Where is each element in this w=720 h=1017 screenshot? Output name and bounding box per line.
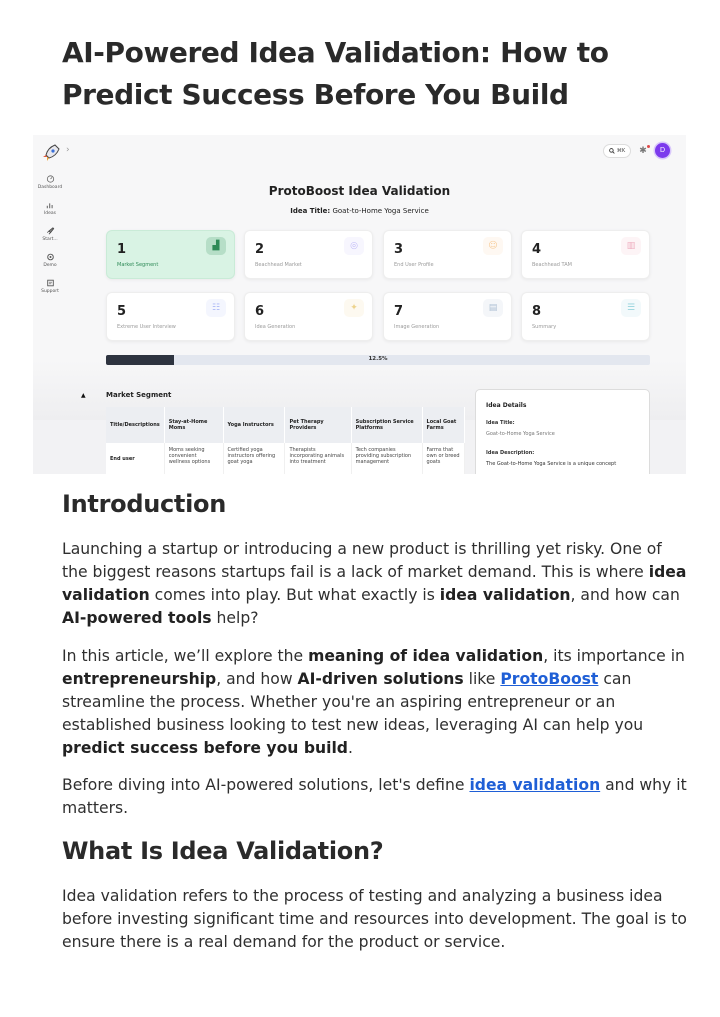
step-number: 6 (255, 304, 265, 319)
dashboard-icon (46, 175, 55, 183)
step-label: Summary (532, 324, 557, 330)
summary-icon: ☰ (621, 299, 641, 317)
idea-validation-link[interactable]: idea validation (469, 776, 601, 794)
bold-text: idea validation (62, 563, 687, 604)
text-run: Before diving into AI-powered solutions, let's define (62, 776, 470, 794)
step-card[interactable] (106, 230, 235, 279)
sidebar-item-label: Demo (43, 263, 57, 268)
step-card[interactable] (106, 292, 235, 341)
rocket-icon (46, 227, 55, 235)
table-cell: Tech companies providing subscription management (351, 443, 422, 474)
step-card[interactable] (244, 230, 373, 279)
row-header: End user (106, 443, 164, 474)
step-label: Beachhead Market (255, 262, 302, 268)
step-number: 1 (117, 242, 127, 257)
step-label: Beachhead TAM (532, 262, 572, 268)
user-icon: ☺ (483, 237, 503, 255)
bold-text: idea validation (439, 586, 571, 604)
what-is-idea-validation-heading: What Is Idea Validation? (62, 837, 384, 865)
step-label: End User Profile (394, 262, 434, 268)
details-title-value: Goat-to-Home Yoga Service (486, 431, 555, 437)
step-card[interactable] (244, 292, 373, 341)
text-run: In this article, we’ll explore the (62, 647, 309, 665)
intro-paragraph-3 (62, 774, 690, 820)
intro-paragraph-1 (62, 538, 690, 630)
step-card[interactable] (521, 292, 650, 341)
text-run: Launching a startup or introducing a new product is thrilling yet risky. One of the biggest reasons startups fail is a lack of market demand. This is where (62, 540, 662, 581)
bold-text: AI-powered tools (62, 609, 212, 627)
gear-icon[interactable]: ✱ (637, 145, 649, 157)
idea-validation-paragraph: Idea validation refers to the process of testing and analyzing a business idea before investing significant time and resources into development. The goal is to ensure there is a real demand for the product or service. (62, 887, 687, 951)
text-run: like (463, 670, 501, 688)
text-run: , and how can (570, 586, 680, 604)
sidebar-item-label: Support (41, 289, 59, 294)
table-header-cell: Subscription Service Platforms (351, 407, 422, 443)
table-cell: Therapists incorporating animals into treatment (285, 443, 351, 474)
sidebar-item-support[interactable] (33, 279, 67, 294)
search-button[interactable] (603, 144, 631, 158)
image-icon: ▤ (483, 299, 503, 317)
step-card[interactable] (383, 292, 512, 341)
bold-text: meaning of idea validation (308, 647, 544, 665)
table-header-cell: Yoga Instructors (223, 407, 285, 443)
progress-label: 12.5% (368, 356, 388, 362)
progress-bar (106, 355, 650, 365)
idea-title-line (33, 207, 686, 215)
step-number: 5 (117, 304, 127, 319)
target-icon: ◎ (344, 237, 364, 255)
step-number: 2 (255, 242, 265, 257)
mouse-cursor-icon: ▲ (81, 392, 86, 399)
interview-icon: ☷ (206, 299, 226, 317)
shortcut-hint: ⌘K (616, 147, 626, 154)
sidebar-item-demo[interactable] (33, 253, 67, 268)
table-cell: Farms that own or breed goats (422, 443, 464, 474)
text-run: , and how (216, 670, 298, 688)
text-run: help? (211, 609, 259, 627)
step-number: 4 (532, 242, 542, 257)
step-label: Image Generation (394, 324, 440, 330)
text-run: . (347, 739, 353, 757)
step-number: 8 (532, 304, 542, 319)
intro-paragraph-2 (62, 645, 690, 760)
market-segment-table (106, 407, 465, 474)
text-run: , its importance in (543, 647, 685, 665)
text-run: and why it matters. (62, 776, 687, 817)
step-label: Extreme User Interview (117, 324, 176, 330)
step-label: Idea Generation (255, 324, 296, 330)
details-desc-label: Idea Description: (486, 450, 535, 456)
step-number: 7 (394, 304, 404, 319)
topbar-actions (603, 143, 670, 158)
app-title: ProtoBoost Idea Validation (268, 184, 451, 198)
market-segment-title: Market Segment (106, 391, 172, 399)
sidebar-item-label: Dashboard (37, 185, 63, 190)
protoboost-link[interactable]: ProtoBoost (500, 670, 599, 688)
article-title: AI-Powered Idea Validation: How to Predict Success Before You Build (62, 36, 609, 111)
bold-text: entrepreneurship (62, 670, 217, 688)
bold-text: predict success before you build (62, 739, 348, 757)
idea-details-heading: Idea Details (486, 402, 527, 409)
table-header-cell: Local Goat Farms (422, 407, 464, 443)
search-icon (609, 148, 615, 154)
table-cell: Moms seeking convenient wellness options (164, 443, 223, 474)
idea-title-label: Idea Title: (290, 207, 331, 215)
chevron-right-icon[interactable]: › (66, 145, 70, 155)
protoboost-screenshot (33, 135, 686, 474)
step-card[interactable] (521, 230, 650, 279)
step-number: 3 (394, 242, 404, 257)
bold-text: AI-driven solutions (297, 670, 464, 688)
notification-dot (647, 145, 650, 148)
chart-icon: ▟ (206, 237, 226, 255)
idea-details-panel (475, 389, 650, 474)
step-label: Market Segment (117, 262, 159, 268)
rocket-logo-icon[interactable] (41, 143, 61, 163)
idea-title-value: Goat-to-Home Yoga Service (332, 207, 429, 215)
step-card[interactable] (383, 230, 512, 279)
bulb-icon: ✦ (344, 299, 364, 317)
details-title-label: Idea Title: (486, 420, 515, 426)
demo-icon (46, 253, 55, 261)
table-header-cell: Title/Descriptions (106, 407, 164, 443)
details-desc-value: The Goat-to-Home Yoga Service is a unique concept (486, 461, 617, 467)
table-row (106, 443, 465, 474)
table-header-cell: Stay-at-Home Moms (164, 407, 223, 443)
sidebar-item-start[interactable] (33, 227, 67, 242)
text-run: can streamline the process. Whether you're an aspiring entrepreneur or an established business looking to test new ideas, leveraging AI can help you (62, 670, 644, 734)
avatar[interactable]: D (655, 143, 670, 158)
table-cell: Certified yoga instructors offering goat yoga (223, 443, 285, 474)
text-run: comes into play. But what exactly is (149, 586, 440, 604)
sidebar-item-label: Start... (42, 237, 58, 242)
sidebar-item-label: Ideas (43, 211, 57, 216)
table-header-cell: Pet Therapy Providers (285, 407, 351, 443)
building-icon: ▥ (621, 237, 641, 255)
introduction-heading: Introduction (62, 490, 226, 518)
support-icon (46, 279, 55, 287)
